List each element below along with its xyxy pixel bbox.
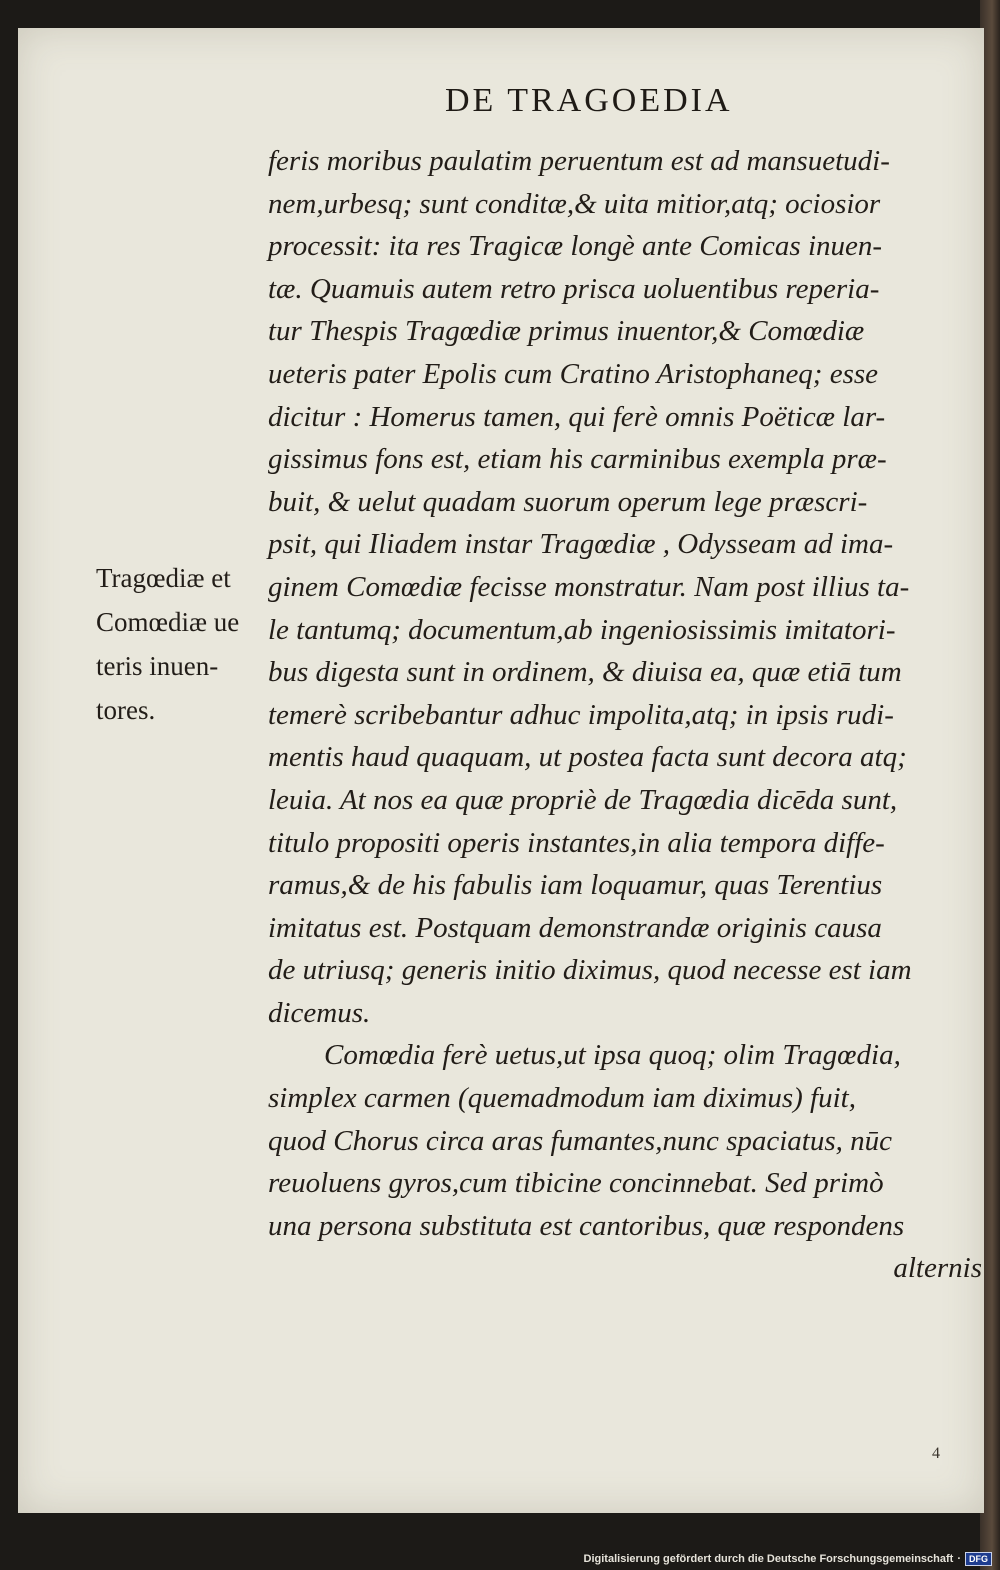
margin-note [96, 556, 266, 732]
text-line: titulo propositi operis instantes,in alia tempora diffe- [268, 826, 885, 859]
text-line: dicemus. [268, 996, 371, 1029]
text-line: quod Chorus circa aras fumantes,nunc spaciatus, nūc [268, 1124, 893, 1157]
text-line: tur Thespis Tragœdiæ primus inuentor,& Comœdiæ [268, 315, 865, 348]
text-line: bus digesta sunt in ordinem, & diuisa ea, quæ etiā tum [268, 656, 902, 689]
text-line: mentis haud quaquam, ut postea facta sunt decora atq; [268, 741, 907, 774]
margin-note-line: teris inuen- [96, 651, 219, 681]
text-line: temerè scribebantur adhuc impolita,atq; in ipsis rudi- [268, 698, 894, 731]
catchword: alternis [893, 1252, 982, 1285]
running-head: DE TRAGOEDIA [445, 82, 733, 119]
signature-mark: 4 [932, 1445, 940, 1462]
text-line: tæ. Quamuis autem retro prisca uoluentibus reperia- [268, 272, 880, 305]
text-line: simplex carmen (quemadmodum iam diximus) fuit, [268, 1082, 856, 1115]
text-line: leuia. At nos ea quæ propriè de Tragœdia dicēda sunt, [268, 783, 898, 816]
text-line: de utriusq; generis initio diximus, quod necesse est iam [268, 954, 912, 987]
margin-note-line: tores. [96, 695, 156, 725]
text-line: dicitur : Homerus tamen, qui ferè omnis Poëticæ lar- [268, 400, 886, 433]
text-line: le tantumq; documentum,ab ingeniosissimis imitatori- [268, 613, 896, 646]
text-line: reuoluens gyros,cum tibicine concinnebat. Sed primò [268, 1167, 884, 1200]
margin-note-line: Comœdiæ ue [96, 607, 240, 637]
text-line: ginem Comœdiæ fecisse monstratur. Nam post illius ta- [268, 570, 910, 603]
text-line: feris moribus paulatim peruentum est ad mansuetudi- [268, 145, 890, 177]
text-line: imitatus est. Postquam demonstrandæ originis causa [268, 911, 882, 944]
text-line: gissimus fons est, etiam his carminibus exempla præ- [268, 443, 887, 476]
text-line: nem,urbesq; sunt conditæ,& uita mitior,atq; ociosior [268, 187, 881, 220]
text-line: ramus,& de his fabulis iam loquamur, quas Terentius [268, 869, 883, 902]
text-line: una persona substituta est cantoribus, quæ respondens [268, 1209, 905, 1242]
main-text-block [268, 140, 988, 1290]
text-line: buit, & uelut quadam suorum operum lege præscri- [268, 485, 868, 518]
text-line: Comœdia ferè uetus,ut ipsa quoq; olim Tragœdia, [324, 1039, 901, 1072]
text-line: psit, qui Iliadem instar Tragœdiæ , Odysseam ad ima- [268, 528, 894, 561]
digitization-credit: Digitalisierung gefördert durch die Deutsche Forschungsgemeinschaft · DFG [584, 1552, 992, 1566]
text-line: ueteris pater Epolis cum Cratino Aristophaneq; esse [268, 357, 879, 390]
text-line: processit: ita res Tragicæ longè ante Comicas inuen- [268, 230, 883, 263]
dfg-logo: DFG [965, 1552, 992, 1566]
margin-note-line: Tragœdiæ et [96, 563, 231, 593]
credit-text: Digitalisierung gefördert durch die Deutsche Forschungsgemeinschaft [583, 1553, 954, 1565]
